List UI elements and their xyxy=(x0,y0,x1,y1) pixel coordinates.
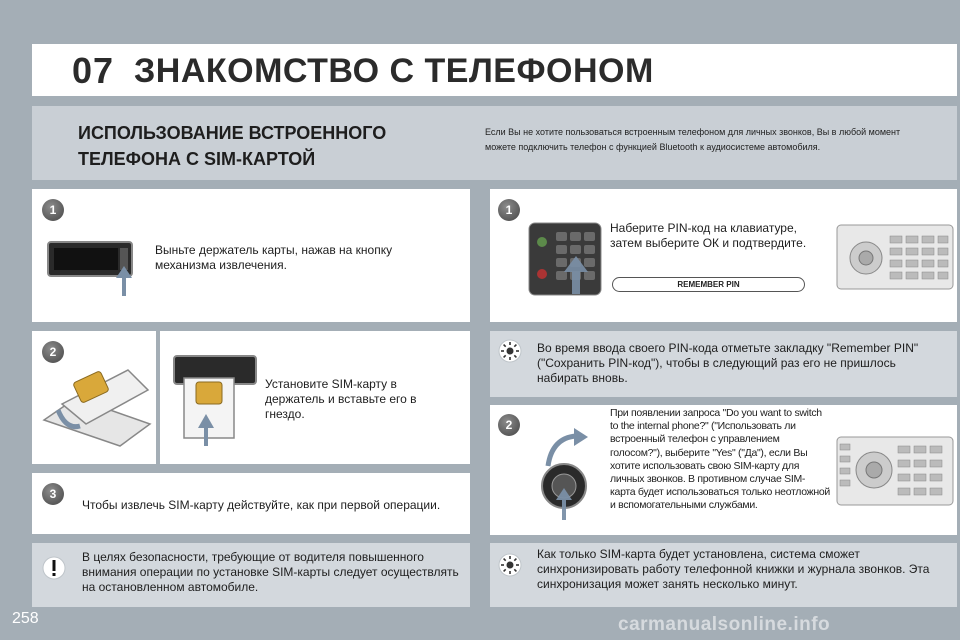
warning-text: В целях безопасности, требующие от водителя повышенного внимания операции по установке SIM-карты следует осуществлять на остановленном автомобиле. xyxy=(82,550,459,594)
lightbulb-icon xyxy=(498,339,522,363)
right-step2-text: При появлении запроса "Do you want to switch to the internal phone?" ("Использовать ли встроенный телефон с управлением голосом?"), выберите "Yes" ("Да"), если Вы хотите использовать свою SIM-карту для личных звонков. В противном случае SIM-карта будет использоваться только неотложной и вспомогательными службами. xyxy=(610,407,830,512)
right-step1-text: Наберите PIN-код на клавиатуре, затем выберите ОК и подтвердите. xyxy=(610,221,807,250)
tip2-text: Как только SIM-карта будет установлена, система сможет синхронизировать работу телефонной книжки и журнала звонков. Эта синхронизация может занять несколько минут. xyxy=(537,547,930,591)
section-title xyxy=(78,120,458,172)
left-step3-text: Чтобы извлечь SIM-карту действуйте, как при первой операции. xyxy=(82,498,441,512)
rotary-knob-illustration xyxy=(530,426,606,522)
step-badge: 1 xyxy=(498,199,520,221)
audio-unit-illustration xyxy=(836,224,954,290)
lightbulb-icon xyxy=(498,553,522,577)
card-holder-eject-illustration xyxy=(44,238,140,300)
page-number: 258 xyxy=(12,610,39,627)
sim-card-tray-illustration xyxy=(36,360,154,450)
audio-unit-illustration xyxy=(836,436,954,506)
chapter-number: 07 xyxy=(72,50,115,91)
sim-card-insert-illustration xyxy=(170,352,260,448)
left-step1-text: Выньте держатель карты, нажав на кнопку механизма извлечения. xyxy=(155,243,393,272)
warning-icon xyxy=(42,556,66,580)
step-badge: 3 xyxy=(42,483,64,505)
step-badge: 2 xyxy=(42,341,64,363)
chapter-title: ЗНАКОМСТВО С ТЕЛЕФОНОМ xyxy=(134,52,654,90)
keypad-illustration xyxy=(528,222,602,296)
step-badge: 2 xyxy=(498,414,520,436)
watermark: carmanualsonline.info xyxy=(618,614,831,635)
intro-text: Если Вы не хотите пользоваться встроенным телефоном для личных звонков, Вы в любой момент можете подключить телефон с функцией Bluetooth к аудиосистеме автомобиля. xyxy=(485,127,901,152)
tip1-text: Во время ввода своего PIN-кода отметьте закладку "Remember PIN" ("Сохранить PIN-код"), чтобы в следующий раз его не пришлось набирать вновь. xyxy=(537,341,919,385)
section-title-line-1: ИСПОЛЬЗОВАНИЕ ВСТРОЕННОГО xyxy=(78,123,387,143)
step-badge: 1 xyxy=(42,199,64,221)
section-title-line-2: ТЕЛЕФОНА С SIM-КАРТОЙ xyxy=(78,149,316,169)
left-step2-text: Установите SIM-карту в держатель и вставьте его в гнездо. xyxy=(265,377,417,421)
remember-pin-button[interactable]: REMEMBER PIN xyxy=(612,277,805,292)
